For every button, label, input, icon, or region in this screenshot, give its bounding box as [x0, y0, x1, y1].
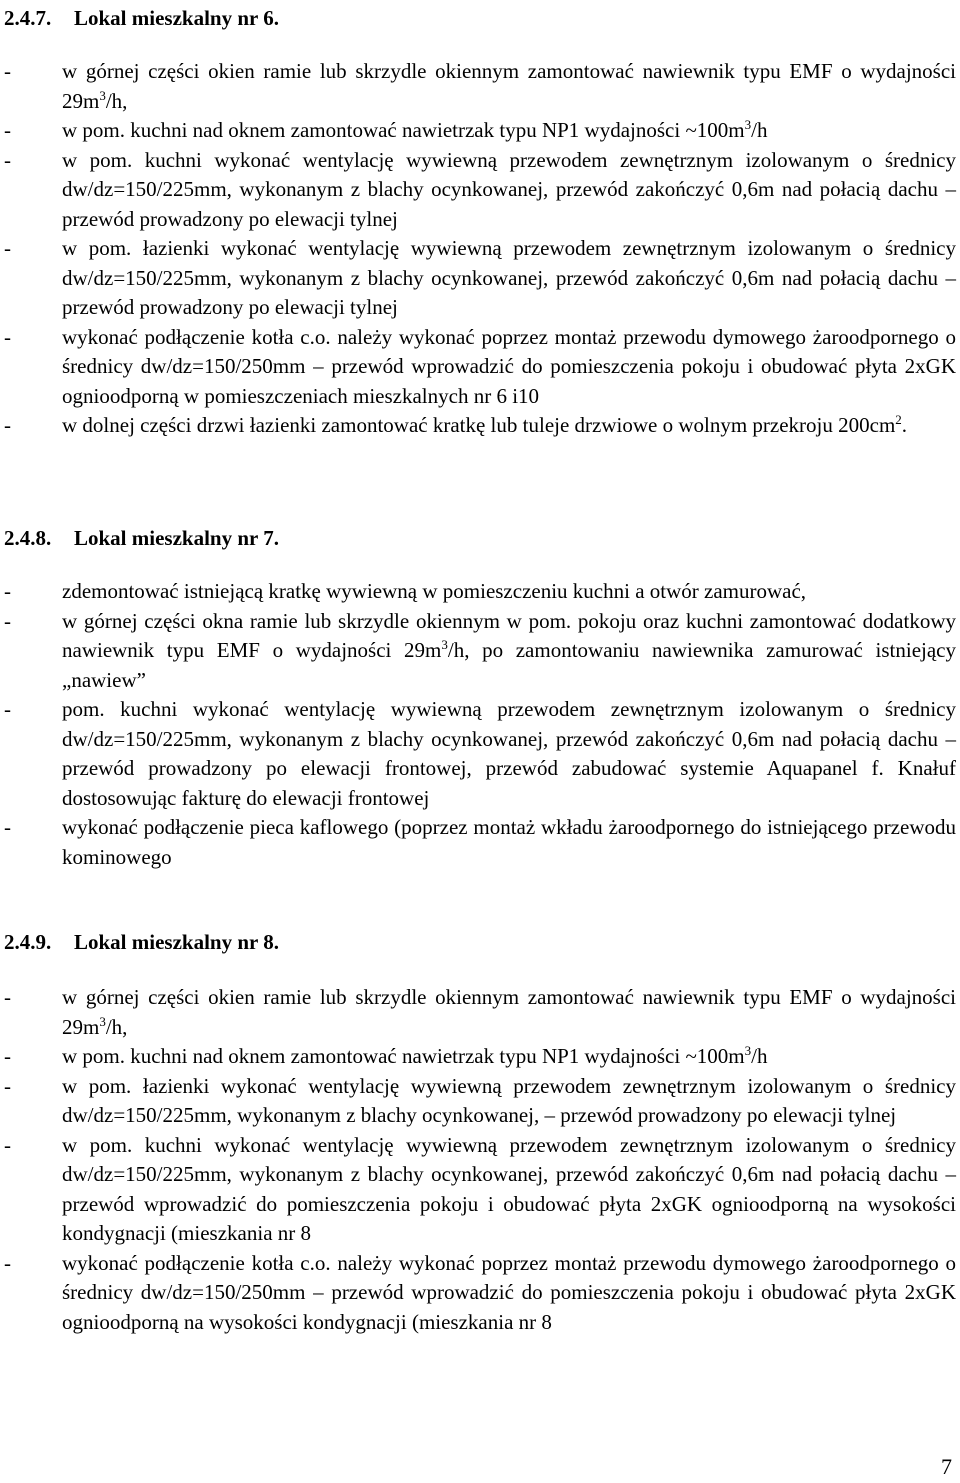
list-item [4, 1042, 956, 1072]
item-text-tail: . [901, 413, 908, 437]
section-list [4, 983, 956, 1337]
item-text: w górnej części okien ramie lub skrzydle okiennym zamontować nawiewnik typu EMF o wydajności 29m [62, 59, 956, 113]
list-item [4, 1131, 956, 1249]
item-text: wykonać podłączenie pieca kaflowego (poprzez montaż wkładu żaroodpornego do istniejącego przewodu kominowego [62, 815, 956, 869]
item-text: w pom. łazienki wykonać wentylację wywiewną przewodem zewnętrznym izolowanym o średnicy dw/dz=150/225mm, wykonanym z blachy ocynkowanej, przewód zakończyć 0,6m nad połacią dachu – przewód prowadzony po elewacji tylnej [62, 236, 956, 319]
section-title: Lokal mieszkalny nr 8. [74, 930, 279, 954]
section-title: Lokal mieszkalny nr 7. [74, 526, 279, 550]
bullet-dash: - [4, 59, 11, 83]
item-text-tail: /h [751, 1044, 768, 1068]
item-text: w górnej części okien ramie lub skrzydle okiennym zamontować nawiewnik typu EMF o wydajności 29m [62, 985, 956, 1039]
list-item [4, 695, 956, 813]
section-heading [4, 6, 279, 30]
bullet-dash: - [4, 697, 11, 721]
item-text: wykonać podłączenie kotła c.o. należy wykonać poprzez montaż przewodu dymowego żaroodpornego o średnicy dw/dz=150/250mm – przewód wprowadzić do pomieszczenia pokoju i obudować płyta 2xGK ognioodporną na wysokości kondygnacji (mieszkania nr 8 [62, 1250, 956, 1334]
section-heading [4, 930, 279, 954]
item-text: w pom. kuchni nad oknem zamontować nawietrzak typu NP1 wydajności ~100m [62, 118, 745, 142]
item-sup: 3 [441, 637, 448, 652]
list-item [4, 234, 956, 323]
item-text: w pom. kuchni wykonać wentylację wywiewną przewodem zewnętrznym izolowanym o średnicy dw/dz=150/225mm, wykonanym z blachy ocynkowanej, przewód zakończyć 0,6m nad połacią dachu – przewód prowadzony po elewacji tylnej [62, 147, 956, 231]
page-number: 7 [941, 1454, 952, 1479]
item-text: w pom. łazienki wykonać wentylację wywiewną przewodem zewnętrznym izolowanym o średnicy dw/dz=150/225mm, wykonanym z blachy ocynkowanej, – przewód prowadzony po elewacji tylnej [62, 1073, 956, 1127]
list-item [4, 323, 956, 412]
item-sup: 3 [99, 87, 106, 103]
section-list [4, 57, 956, 441]
list-item [4, 813, 956, 872]
item-sup: 3 [744, 117, 752, 132]
section-number: 2.4.9. [4, 930, 52, 954]
list-item [4, 1249, 956, 1338]
section-number: 2.4.8. [4, 526, 52, 550]
item-text: w dolnej części drzwi łazienki zamontować kratkę lub tuleje drzwiowe o wolnym przekroju 200cm [62, 413, 896, 437]
item-text: pom. kuchni wykonać wentylację wywiewną przewodem zewnętrznym izolowanym o średnicy dw/dz=150/225mm, wykonanym z blachy ocynkowanej, przewód zakończyć 0,6m nad połacią dachu – przewód prowadzony po elewacji frontowej, przewód zabudować systemie Aquapanel f. Knałuf dostosowując fakturę do elewacji frontowej [62, 697, 956, 810]
bullet-dash: - [4, 236, 11, 260]
item-text: w pom. kuchni wykonać wentylację wywiewną przewodem zewnętrznym izolowanym o średnicy dw/dz=150/225mm, wykonanym z blachy ocynkowanej, przewód zakończyć 0,6m nad połacią dachu – przewód wprowadzić do pomieszczenia pokoju i obudować płyta 2xGK ognioodporną na wysokości kondygnacji (mieszkania nr 8 [62, 1132, 956, 1245]
item-text: w górnej części okna ramie lub skrzydle okiennym w pom. pokoju oraz kuchni zamontować dodatkowy nawiewnik typu EMF o wydajności 29m [62, 608, 956, 662]
bullet-dash: - [4, 1132, 11, 1157]
bullet-dash: - [4, 118, 11, 142]
item-text-tail: /h, [105, 88, 128, 113]
bullet-dash: - [4, 1073, 11, 1098]
list-item [4, 116, 956, 146]
item-text: w pom. kuchni nad oknem zamontować nawietrzak typu NP1 wydajności ~100m [62, 1044, 745, 1068]
list-item [4, 577, 956, 607]
bullet-dash: - [4, 413, 11, 437]
bullet-dash: - [4, 608, 11, 633]
bullet-dash: - [4, 324, 11, 349]
section-title: Lokal mieszkalny nr 6. [74, 6, 279, 30]
list-item [4, 411, 956, 441]
section-list [4, 577, 956, 872]
list-item [4, 983, 956, 1042]
bullet-dash: - [4, 815, 11, 839]
item-sup: 3 [99, 1013, 106, 1029]
section-heading [4, 526, 279, 550]
item-sup: 2 [895, 412, 902, 427]
item-text: zdemontować istniejącą kratkę wywiewną w pomieszczeniu kuchni a otwór zamurować, [62, 579, 807, 603]
item-sup: 3 [744, 1043, 752, 1058]
bullet-dash: - [4, 985, 11, 1009]
item-text-tail: /h [751, 118, 768, 142]
item-text: wykonać podłączenie kotła c.o. należy wykonać poprzez montaż przewodu dymowego żaroodpornego o średnicy dw/dz=150/250mm – przewód wprowadzić do pomieszczenia pokoju i obudować płyta 2xGK ognioodporną w pomieszczeniach mieszkalnych nr 6 i10 [62, 324, 956, 408]
item-text-tail: /h, po zamontowaniu nawiewnika zamurować istniejący „nawiew” [62, 638, 956, 692]
item-text-tail: /h, [105, 1014, 128, 1039]
list-item [4, 607, 956, 696]
bullet-dash: - [4, 147, 11, 172]
bullet-dash: - [4, 1250, 11, 1275]
section-number: 2.4.7. [4, 6, 52, 30]
list-item [4, 146, 956, 235]
bullet-dash: - [4, 1044, 11, 1068]
list-item [4, 1072, 956, 1131]
list-item [4, 57, 956, 116]
bullet-dash: - [4, 579, 11, 603]
